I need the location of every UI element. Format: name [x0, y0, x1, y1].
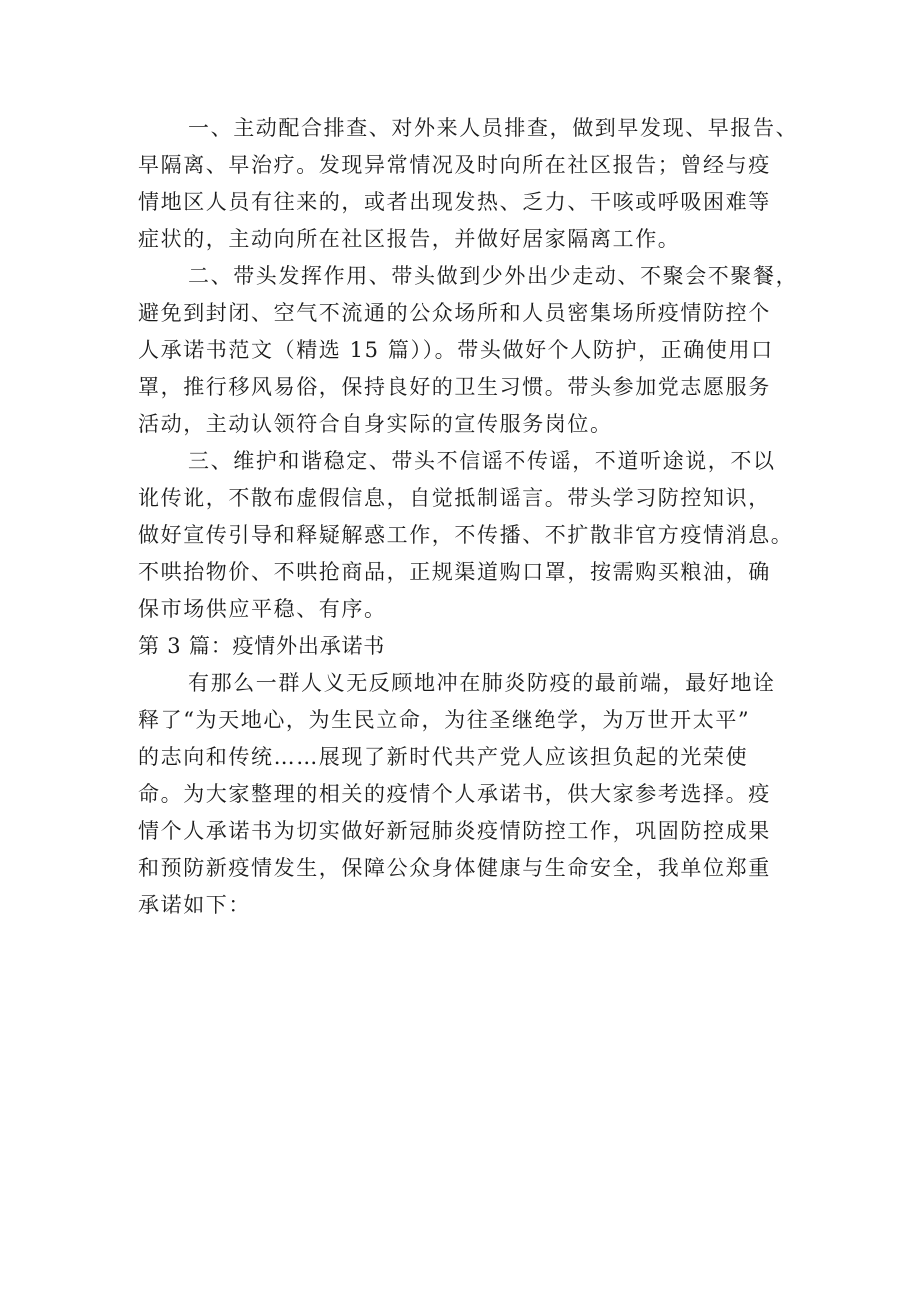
paragraph-4 — [138, 665, 810, 924]
paragraph-3 — [138, 443, 810, 628]
paragraph-line: 一、主动配合排查、对外来人员排查，做到早发现、早报告、 — [188, 116, 799, 140]
paragraph-line: 活动，主动认领符合自身实际的宣传服务岗位。 — [138, 412, 613, 436]
paragraph-line: 人承诺书范文（精选 15 篇））。带头做好个人防护，正确使用口 — [138, 338, 774, 362]
paragraph-line: 罩，推行移风易俗，保持良好的卫生习惯。带头参加党志愿服务 — [138, 375, 771, 399]
paragraph-line: 三、维护和谐稳定、带头不信谣不传谣，不道听途说，不以 — [188, 449, 776, 473]
paragraph-line: 不哄抬物价、不哄抢商品，正规渠道购口罩，按需购买粮油，确 — [138, 560, 771, 584]
paragraph-line: 承诺如下： — [138, 893, 251, 917]
paragraph-line: 症状的，主动向所在社区报告，并做好居家隔离工作。 — [138, 227, 681, 251]
paragraph-line: 避免到封闭、空气不流通的公众场所和人员密集场所疫情防控个 — [138, 301, 771, 325]
paragraph-line: 释了“为天地心，为生民立命，为往圣继绝学，为万世开太平” — [138, 708, 751, 732]
paragraph-2 — [138, 258, 810, 443]
paragraph-line: 做好宣传引导和释疑解惑工作，不传播、不扩散非官方疫情消息。 — [138, 523, 794, 547]
paragraph-line: 有那么一群人义无反顾地冲在肺炎防疫的最前端，最好地诠 — [188, 671, 776, 695]
paragraph-line: 情个人承诺书为切实做好新冠肺炎疫情防控工作，巩固防控成果 — [138, 819, 771, 843]
paragraph-line: 保市场供应平稳、有序。 — [138, 597, 387, 621]
paragraph-line: 命。为大家整理的相关的疫情个人承诺书，供大家参考选择。疫 — [138, 782, 771, 806]
paragraph-line: 讹传讹，不散布虚假信息，自觉抵制谣言。带头学习防控知识， — [138, 486, 771, 510]
paragraph-line: 情地区人员有往来的，或者出现发热、乏力、干咳或呼吸困难等 — [138, 190, 771, 214]
paragraph-line: 二、带头发挥作用、带头做到少外出少走动、不聚会不聚餐， — [188, 264, 799, 288]
document-body — [138, 110, 810, 924]
paragraph-line: 的志向和传统……展现了新时代共产党人应该担负起的光荣使 — [138, 745, 749, 769]
paragraph-line: 早隔离、早治疗。发现异常情况及时向所在社区报告；曾经与疫 — [138, 153, 771, 177]
section-heading: 第 3 篇：疫情外出承诺书 — [138, 634, 386, 658]
paragraph-line: 和预防新疫情发生，保障公众身体健康与生命安全，我单位郑重 — [138, 856, 771, 880]
paragraph-1 — [138, 110, 810, 258]
